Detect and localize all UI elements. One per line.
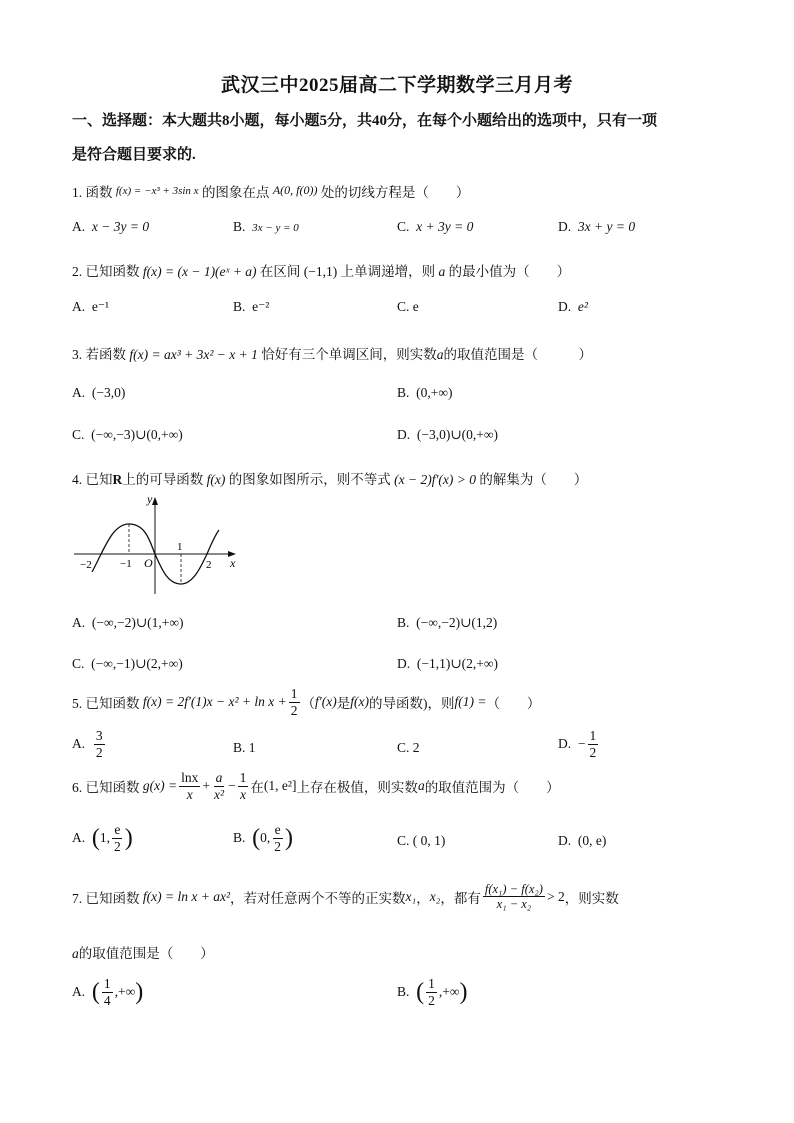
tick-label-1: 1: [177, 541, 183, 553]
question-4-stem: 4. 已知R上的可导函数 f(x) 的图象如图所示，则不等式 (x − 2)f′(x) > 0 的解集为（ ）: [72, 472, 588, 487]
origin-label: O: [144, 556, 153, 570]
question-1-stem: 1. 函数 $^{f(x) = -x^3 + 3sin x}$ 的图象在点 A(0, f(0)) 处的切线方程是（ ）: [72, 183, 470, 200]
tick-label-neg2: −2: [80, 559, 92, 571]
question-1-option-c: C. x + 3y = 0: [397, 219, 474, 234]
question-4-option-b: B. (−∞,−2)∪(1,2): [397, 615, 498, 630]
question-6-option-d: D. (0, e): [558, 833, 607, 848]
question-5-option-a: A. $\frac{3}{2}$: [72, 728, 103, 760]
y-label: y: [147, 494, 153, 506]
question-3-option-c: C. (−∞,−3)∪(0,+∞): [72, 427, 183, 442]
function-graph: [70, 494, 242, 600]
question-4-option-c: C. (−∞,−1)∪(2,+∞): [72, 656, 183, 671]
question-7-stem-line2: a的取值范围是（ ）: [72, 946, 214, 961]
question-2-option-b: B. e⁻²: [233, 299, 270, 314]
question-2-stem: 2. 已知函数 f(x) = (x − 1)(eˣ + a) 在区间 (−1,1) 上单调递增，则 a 的最小值为（ ）: [72, 264, 571, 279]
question-3-option-d: D. (−3,0)∪(0,+∞): [397, 427, 499, 442]
section-heading-line2: 是符合题目要求的.: [72, 147, 196, 163]
page-title: 武汉三中2025届高二下学期数学三月月考: [220, 75, 573, 96]
section-heading-line1: 一、选择题：本大题共8小题，每小题5分，共40分，在每个小题给出的选项中，只有一项: [72, 113, 658, 129]
question-1-option-a: A. x − 3y = 0: [72, 219, 150, 234]
question-6-stem: 6. 已知函数 g(x) = $\frac{\ln x}{x}$ + $\frac{a}{\text{x²}}$ − $\frac{1}{x}$ 在 (1, e²] 上存在极值，则实数 a 的取值范围为（ ）: [72, 770, 560, 802]
question-2-option-c: C. e: [397, 299, 419, 314]
question-3-option-b: B. (0,+∞): [397, 385, 453, 400]
x-label: x: [230, 556, 236, 570]
fraction-one-half: $\frac{1}{2}$: [290, 686, 298, 718]
question-5-stem: 5. 已知函数 f(x) = 2f′(1)x − x² + ln x + $\frac{1}{2}$ （ f′(x) 是 f(x) 的导函数)，则 f(1) = （ ）: [72, 686, 541, 718]
question-6-option-c: C. ( 0, 1): [397, 833, 446, 848]
question-5-option-c: C. 2: [397, 740, 420, 755]
question-7-stem: 7. 已知函数 f(x) = ln x + ax² ，若对任意两个不等的正实数 x₁ ， x₂ ，都有 $\frac{\text{f(x₁) − f(x₂)}}{\text{x₁ − x₂}}$ > 2 ，则实数: [72, 882, 619, 912]
tick-label-neg1: −1: [120, 558, 132, 570]
question-4-option-a: A. (−∞,−2)∪(1,+∞): [72, 615, 184, 630]
question-4-option-d: D. (−1,1)∪(2,+∞): [397, 656, 499, 671]
y-axis-arrow: [152, 497, 158, 505]
question-5-option-d: D. − $\frac{1}{2}$: [558, 728, 597, 760]
question-3-stem: 3. 若函数 f(x) = ax³ + 3x² − x + 1 恰好有三个单调区间，则实数a的取值范围是（ ）: [72, 347, 592, 362]
question-6-option-a: A. ( 1, $\frac{e}{2}$ ): [72, 822, 133, 854]
question-1-option-b: B. 3x − y = 0: [233, 219, 299, 234]
tick-label-2: 2: [206, 559, 212, 571]
question-5-option-b: B. 1: [233, 740, 256, 755]
question-6-option-b: B. ( 0, $\frac{e}{2}$ ): [233, 822, 294, 854]
question-3-option-a: A. (−3,0): [72, 385, 126, 400]
question-1-option-d: D. 3x + y = 0: [558, 219, 636, 234]
question-7-option-a: A. ( $\frac{1}{4}$ ,+∞ ): [72, 976, 144, 1008]
question-2-option-a: A. e⁻¹: [72, 299, 110, 314]
question-2-option-d: D. e²: [558, 299, 588, 314]
question-7-option-b: B. ( $\frac{1}{2}$ ,+∞ ): [397, 976, 468, 1008]
